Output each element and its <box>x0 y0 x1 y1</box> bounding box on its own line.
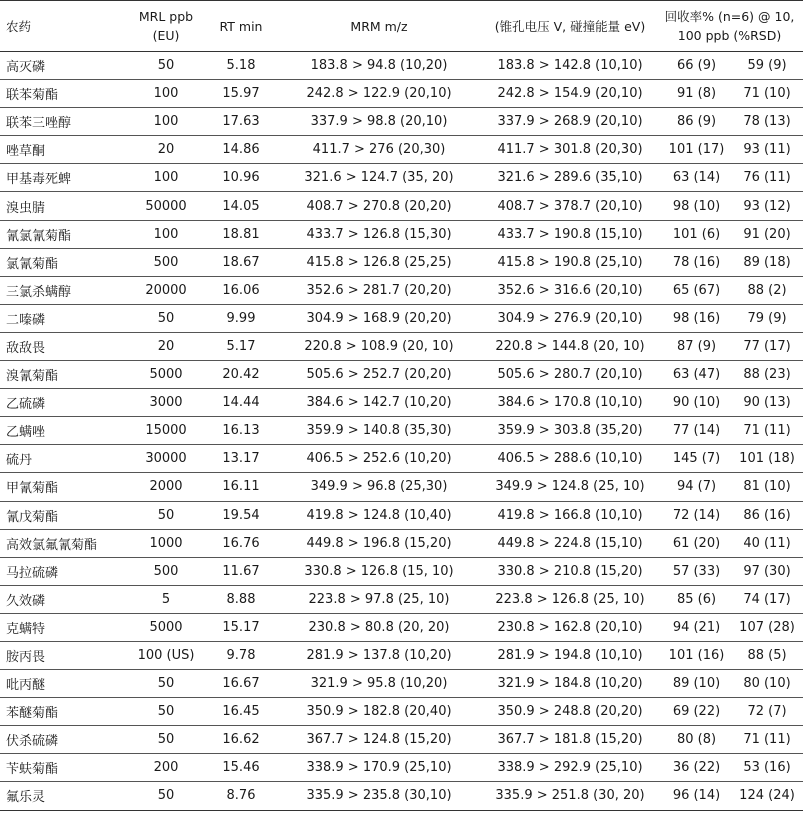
cell-recovery-100ppb: 90 (13) <box>731 389 803 417</box>
cell-pesticide: 乙硫磷 <box>0 389 124 417</box>
cell-mrl: 20000 <box>124 276 208 304</box>
cell-recovery-10ppb: 85 (6) <box>656 585 731 613</box>
cell-mrm-quant: 415.8 > 126.8 (25,25) <box>274 248 484 276</box>
cell-rt: 15.97 <box>208 80 274 108</box>
table-row <box>0 164 803 192</box>
cell-recovery-10ppb: 63 (47) <box>656 361 731 389</box>
cell-recovery-100ppb: 78 (13) <box>731 108 803 136</box>
header-pesticide: 农药 <box>0 1 124 52</box>
table-row <box>0 136 803 164</box>
cell-pesticide: 久效磷 <box>0 585 124 613</box>
cell-recovery-10ppb: 90 (10) <box>656 389 731 417</box>
cell-mrm-qual: 419.8 > 166.8 (10,10) <box>484 501 656 529</box>
cell-recovery-10ppb: 98 (16) <box>656 304 731 332</box>
cell-recovery-10ppb: 63 (14) <box>656 164 731 192</box>
cell-mrm-quant: 359.9 > 140.8 (35,30) <box>274 417 484 445</box>
cell-recovery-10ppb: 80 (8) <box>656 726 731 754</box>
cell-mrl: 5 <box>124 585 208 613</box>
cell-rt: 10.96 <box>208 164 274 192</box>
cell-mrm-qual: 384.6 > 170.8 (10,10) <box>484 389 656 417</box>
cell-rt: 9.99 <box>208 304 274 332</box>
cell-mrm-quant: 330.8 > 126.8 (15, 10) <box>274 557 484 585</box>
cell-mrm-quant: 220.8 > 108.9 (20, 10) <box>274 332 484 360</box>
cell-mrm-quant: 406.5 > 252.6 (10,20) <box>274 445 484 473</box>
cell-mrl: 100 <box>124 108 208 136</box>
cell-recovery-100ppb: 86 (16) <box>731 501 803 529</box>
table-row <box>0 361 803 389</box>
cell-recovery-10ppb: 98 (10) <box>656 192 731 220</box>
cell-mrl: 50 <box>124 698 208 726</box>
cell-recovery-100ppb: 88 (23) <box>731 361 803 389</box>
cell-rt: 13.17 <box>208 445 274 473</box>
cell-mrm-qual: 367.7 > 181.8 (15,20) <box>484 726 656 754</box>
cell-mrm-qual: 415.8 > 190.8 (25,10) <box>484 248 656 276</box>
cell-recovery-10ppb: 87 (9) <box>656 332 731 360</box>
table-row <box>0 726 803 754</box>
cell-rt: 16.11 <box>208 473 274 501</box>
cell-rt: 19.54 <box>208 501 274 529</box>
cell-recovery-100ppb: 88 (2) <box>731 276 803 304</box>
cell-recovery-100ppb: 59 (9) <box>731 52 803 80</box>
cell-mrm-qual: 337.9 > 268.9 (20,10) <box>484 108 656 136</box>
cell-recovery-100ppb: 88 (5) <box>731 641 803 669</box>
cell-mrm-quant: 335.9 > 235.8 (30,10) <box>274 782 484 810</box>
cell-pesticide: 高灭磷 <box>0 52 124 80</box>
cell-rt: 11.67 <box>208 557 274 585</box>
cell-pesticide: 克螨特 <box>0 613 124 641</box>
table-row <box>0 276 803 304</box>
cell-rt: 16.67 <box>208 670 274 698</box>
cell-mrm-qual: 349.9 > 124.8 (25, 10) <box>484 473 656 501</box>
cell-pesticide: 乙螨唑 <box>0 417 124 445</box>
cell-recovery-100ppb: 72 (7) <box>731 698 803 726</box>
cell-pesticide: 甲氰菊酯 <box>0 473 124 501</box>
cell-pesticide: 联苯菊酯 <box>0 80 124 108</box>
table-row <box>0 192 803 220</box>
cell-pesticide: 氯氰菊酯 <box>0 248 124 276</box>
header-voltage: (锥孔电压 V, 碰撞能量 eV) <box>484 1 656 52</box>
cell-mrm-quant: 449.8 > 196.8 (15,20) <box>274 529 484 557</box>
cell-rt: 16.13 <box>208 417 274 445</box>
cell-mrl: 100 <box>124 164 208 192</box>
header-row <box>0 1 803 52</box>
cell-recovery-100ppb: 81 (10) <box>731 473 803 501</box>
cell-mrl: 3000 <box>124 389 208 417</box>
cell-rt: 18.67 <box>208 248 274 276</box>
cell-mrl: 500 <box>124 248 208 276</box>
header-recovery: 回收率% (n=6) @ 10, 100 ppb (%RSD) <box>656 1 803 52</box>
cell-recovery-10ppb: 94 (21) <box>656 613 731 641</box>
cell-recovery-10ppb: 77 (14) <box>656 417 731 445</box>
cell-pesticide: 二嗪磷 <box>0 304 124 332</box>
cell-rt: 8.88 <box>208 585 274 613</box>
cell-pesticide: 联苯三唑醇 <box>0 108 124 136</box>
cell-pesticide: 马拉硫磷 <box>0 557 124 585</box>
cell-mrm-qual: 321.6 > 289.6 (35,10) <box>484 164 656 192</box>
cell-mrm-quant: 304.9 > 168.9 (20,20) <box>274 304 484 332</box>
table-header <box>0 1 803 52</box>
cell-mrm-quant: 281.9 > 137.8 (10,20) <box>274 641 484 669</box>
cell-recovery-100ppb: 71 (10) <box>731 80 803 108</box>
cell-mrm-qual: 352.6 > 316.6 (20,10) <box>484 276 656 304</box>
cell-rt: 14.86 <box>208 136 274 164</box>
cell-mrm-qual: 220.8 > 144.8 (20, 10) <box>484 332 656 360</box>
cell-recovery-100ppb: 74 (17) <box>731 585 803 613</box>
cell-recovery-10ppb: 57 (33) <box>656 557 731 585</box>
cell-mrl: 1000 <box>124 529 208 557</box>
cell-mrm-quant: 321.9 > 95.8 (10,20) <box>274 670 484 698</box>
cell-rt: 16.45 <box>208 698 274 726</box>
cell-mrl: 50 <box>124 52 208 80</box>
cell-pesticide: 吡丙醚 <box>0 670 124 698</box>
cell-pesticide: 唑草酮 <box>0 136 124 164</box>
cell-mrm-quant: 242.8 > 122.9 (20,10) <box>274 80 484 108</box>
cell-mrm-quant: 350.9 > 182.8 (20,40) <box>274 698 484 726</box>
cell-rt: 16.62 <box>208 726 274 754</box>
table-row <box>0 698 803 726</box>
cell-mrl: 5000 <box>124 613 208 641</box>
cell-mrl: 100 <box>124 220 208 248</box>
table-row <box>0 585 803 613</box>
cell-pesticide: 苄蚨菊酯 <box>0 754 124 782</box>
cell-mrm-qual: 433.7 > 190.8 (15,10) <box>484 220 656 248</box>
table-row <box>0 417 803 445</box>
cell-mrl: 20 <box>124 136 208 164</box>
cell-rt: 18.81 <box>208 220 274 248</box>
cell-pesticide: 甲基毒死蜱 <box>0 164 124 192</box>
cell-mrm-quant: 337.9 > 98.8 (20,10) <box>274 108 484 136</box>
table-row <box>0 108 803 136</box>
cell-recovery-10ppb: 61 (20) <box>656 529 731 557</box>
cell-recovery-100ppb: 53 (16) <box>731 754 803 782</box>
cell-recovery-10ppb: 36 (22) <box>656 754 731 782</box>
cell-rt: 16.76 <box>208 529 274 557</box>
table-row <box>0 304 803 332</box>
cell-pesticide: 胺丙畏 <box>0 641 124 669</box>
cell-mrl: 50 <box>124 726 208 754</box>
cell-mrl: 500 <box>124 557 208 585</box>
cell-mrl: 50000 <box>124 192 208 220</box>
cell-recovery-100ppb: 79 (9) <box>731 304 803 332</box>
cell-mrl: 2000 <box>124 473 208 501</box>
cell-recovery-10ppb: 65 (67) <box>656 276 731 304</box>
cell-recovery-10ppb: 94 (7) <box>656 473 731 501</box>
cell-recovery-100ppb: 76 (11) <box>731 164 803 192</box>
cell-mrm-qual: 230.8 > 162.8 (20,10) <box>484 613 656 641</box>
header-mrm: MRM m/z <box>274 1 484 52</box>
cell-mrm-qual: 242.8 > 154.9 (20,10) <box>484 80 656 108</box>
cell-mrm-qual: 281.9 > 194.8 (10,10) <box>484 641 656 669</box>
cell-mrm-quant: 433.7 > 126.8 (15,30) <box>274 220 484 248</box>
table-row <box>0 332 803 360</box>
cell-mrm-quant: 223.8 > 97.8 (25, 10) <box>274 585 484 613</box>
cell-rt: 14.05 <box>208 192 274 220</box>
cell-mrl: 100 (US) <box>124 641 208 669</box>
cell-mrl: 50 <box>124 670 208 698</box>
cell-recovery-10ppb: 89 (10) <box>656 670 731 698</box>
table-row <box>0 557 803 585</box>
cell-mrm-qual: 335.9 > 251.8 (30, 20) <box>484 782 656 810</box>
cell-rt: 16.06 <box>208 276 274 304</box>
cell-recovery-100ppb: 93 (11) <box>731 136 803 164</box>
cell-mrm-quant: 183.8 > 94.8 (10,20) <box>274 52 484 80</box>
header-mrl: MRL ppb (EU) <box>124 1 208 52</box>
cell-mrm-qual: 223.8 > 126.8 (25, 10) <box>484 585 656 613</box>
cell-pesticide: 氰氯氰菊酯 <box>0 220 124 248</box>
cell-mrm-quant: 419.8 > 124.8 (10,40) <box>274 501 484 529</box>
cell-recovery-100ppb: 80 (10) <box>731 670 803 698</box>
cell-rt: 14.44 <box>208 389 274 417</box>
cell-mrl: 100 <box>124 80 208 108</box>
cell-mrm-quant: 411.7 > 276 (20,30) <box>274 136 484 164</box>
cell-mrm-quant: 338.9 > 170.9 (25,10) <box>274 754 484 782</box>
header-rt: RT min <box>208 1 274 52</box>
cell-mrl: 5000 <box>124 361 208 389</box>
cell-recovery-100ppb: 93 (12) <box>731 192 803 220</box>
cell-recovery-10ppb: 69 (22) <box>656 698 731 726</box>
cell-rt: 15.17 <box>208 613 274 641</box>
cell-mrm-qual: 449.8 > 224.8 (15,10) <box>484 529 656 557</box>
table-row <box>0 473 803 501</box>
cell-rt: 9.78 <box>208 641 274 669</box>
cell-mrm-quant: 352.6 > 281.7 (20,20) <box>274 276 484 304</box>
cell-recovery-100ppb: 124 (24) <box>731 782 803 810</box>
table-row <box>0 613 803 641</box>
table-row <box>0 782 803 810</box>
cell-mrm-qual: 350.9 > 248.8 (20,20) <box>484 698 656 726</box>
cell-rt: 8.76 <box>208 782 274 810</box>
cell-rt: 5.17 <box>208 332 274 360</box>
table-row <box>0 52 803 80</box>
table-row <box>0 80 803 108</box>
cell-mrm-quant: 505.6 > 252.7 (20,20) <box>274 361 484 389</box>
table-body <box>0 52 803 811</box>
cell-mrm-qual: 321.9 > 184.8 (10,20) <box>484 670 656 698</box>
cell-mrm-qual: 304.9 > 276.9 (20,10) <box>484 304 656 332</box>
cell-recovery-10ppb: 96 (14) <box>656 782 731 810</box>
table-row <box>0 501 803 529</box>
cell-pesticide: 溴氰菊酯 <box>0 361 124 389</box>
cell-mrl: 20 <box>124 332 208 360</box>
cell-mrm-qual: 505.6 > 280.7 (20,10) <box>484 361 656 389</box>
cell-mrm-qual: 411.7 > 301.8 (20,30) <box>484 136 656 164</box>
cell-recovery-10ppb: 101 (17) <box>656 136 731 164</box>
cell-mrm-qual: 408.7 > 378.7 (20,10) <box>484 192 656 220</box>
cell-recovery-100ppb: 91 (20) <box>731 220 803 248</box>
table-row <box>0 248 803 276</box>
cell-pesticide: 苯醚菊酯 <box>0 698 124 726</box>
cell-recovery-10ppb: 72 (14) <box>656 501 731 529</box>
cell-mrm-qual: 406.5 > 288.6 (10,10) <box>484 445 656 473</box>
cell-mrl: 30000 <box>124 445 208 473</box>
cell-pesticide: 伏杀硫磷 <box>0 726 124 754</box>
cell-mrl: 200 <box>124 754 208 782</box>
cell-mrm-quant: 349.9 > 96.8 (25,30) <box>274 473 484 501</box>
cell-mrl: 50 <box>124 304 208 332</box>
cell-rt: 17.63 <box>208 108 274 136</box>
cell-recovery-10ppb: 145 (7) <box>656 445 731 473</box>
cell-recovery-100ppb: 40 (11) <box>731 529 803 557</box>
cell-recovery-100ppb: 89 (18) <box>731 248 803 276</box>
cell-mrm-quant: 408.7 > 270.8 (20,20) <box>274 192 484 220</box>
cell-recovery-10ppb: 101 (16) <box>656 641 731 669</box>
cell-mrm-qual: 330.8 > 210.8 (15,20) <box>484 557 656 585</box>
table-row <box>0 220 803 248</box>
cell-recovery-100ppb: 71 (11) <box>731 417 803 445</box>
cell-recovery-100ppb: 107 (28) <box>731 613 803 641</box>
cell-pesticide: 硫丹 <box>0 445 124 473</box>
cell-pesticide: 氰戊菊酯 <box>0 501 124 529</box>
cell-mrm-qual: 183.8 > 142.8 (10,10) <box>484 52 656 80</box>
table-row <box>0 641 803 669</box>
cell-mrl: 50 <box>124 782 208 810</box>
cell-recovery-10ppb: 91 (8) <box>656 80 731 108</box>
cell-mrm-quant: 230.8 > 80.8 (20, 20) <box>274 613 484 641</box>
cell-pesticide: 三氯杀螨醇 <box>0 276 124 304</box>
cell-mrm-quant: 367.7 > 124.8 (15,20) <box>274 726 484 754</box>
table-row <box>0 529 803 557</box>
cell-recovery-10ppb: 86 (9) <box>656 108 731 136</box>
cell-recovery-10ppb: 66 (9) <box>656 52 731 80</box>
cell-mrm-quant: 384.6 > 142.7 (10,20) <box>274 389 484 417</box>
cell-pesticide: 高效氯氟氰菊酯 <box>0 529 124 557</box>
cell-rt: 5.18 <box>208 52 274 80</box>
cell-recovery-100ppb: 101 (18) <box>731 445 803 473</box>
cell-rt: 20.42 <box>208 361 274 389</box>
cell-mrm-qual: 359.9 > 303.8 (35,20) <box>484 417 656 445</box>
cell-pesticide: 敌敌畏 <box>0 332 124 360</box>
cell-recovery-100ppb: 97 (30) <box>731 557 803 585</box>
cell-mrl: 50 <box>124 501 208 529</box>
table-row <box>0 389 803 417</box>
cell-recovery-100ppb: 77 (17) <box>731 332 803 360</box>
cell-rt: 15.46 <box>208 754 274 782</box>
table-row <box>0 670 803 698</box>
cell-mrm-quant: 321.6 > 124.7 (35, 20) <box>274 164 484 192</box>
cell-recovery-10ppb: 101 (6) <box>656 220 731 248</box>
cell-mrm-qual: 338.9 > 292.9 (25,10) <box>484 754 656 782</box>
cell-pesticide: 溴虫腈 <box>0 192 124 220</box>
cell-pesticide: 氟乐灵 <box>0 782 124 810</box>
cell-recovery-10ppb: 78 (16) <box>656 248 731 276</box>
cell-mrl: 15000 <box>124 417 208 445</box>
table-row <box>0 754 803 782</box>
table-row <box>0 445 803 473</box>
cell-recovery-100ppb: 71 (11) <box>731 726 803 754</box>
